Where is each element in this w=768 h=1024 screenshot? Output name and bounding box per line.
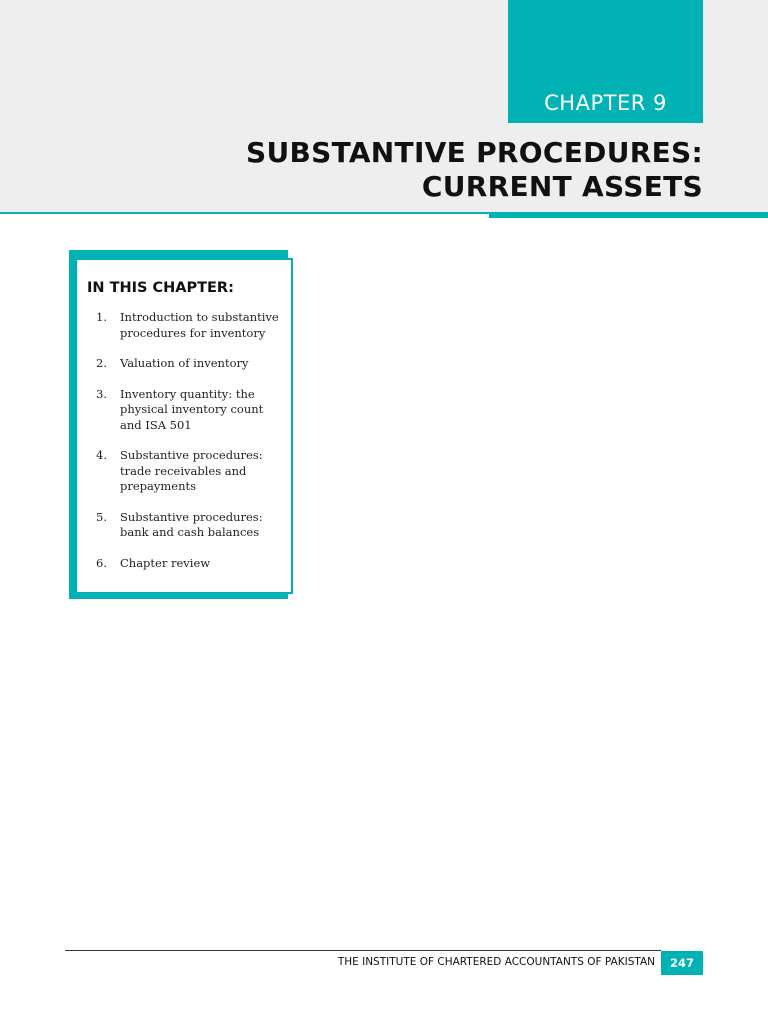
contents-item-text: Valuation of inventory	[120, 356, 249, 370]
contents-item-text: Introduction to substantive procedures for inventory	[120, 310, 279, 340]
contents-list	[87, 310, 283, 571]
contents-item-text: Substantive procedures: trade receivables and prepayments	[120, 448, 263, 493]
contents-item-text: Chapter review	[120, 555, 211, 570]
contents-item[interactable]	[87, 356, 283, 372]
chapter-title	[246, 136, 703, 204]
contents-box	[75, 258, 293, 594]
contents-item[interactable]	[87, 387, 283, 434]
header-divider-accent	[489, 212, 768, 218]
contents-item-number: 1.	[96, 310, 107, 324]
contents-item-text: Inventory quantity: the physical inventory count and ISA 501	[120, 386, 264, 432]
contents-item[interactable]	[87, 510, 283, 541]
chapter-title-line-2: CURRENT ASSETS	[421, 170, 703, 203]
chapter-header	[0, 0, 768, 213]
contents-item[interactable]	[87, 448, 283, 495]
contents-item-number: 2.	[96, 356, 107, 370]
chapter-label-block	[508, 0, 703, 123]
contents-item-number: 4.	[96, 448, 107, 462]
footer-divider	[65, 950, 661, 951]
footer-institute-name: THE INSTITUTE OF CHARTERED ACCOUNTANTS OF PAKISTAN	[337, 956, 655, 968]
chapter-title-line-1: SUBSTANTIVE PROCEDURES:	[246, 136, 703, 169]
chapter-label: CHAPTER 9	[544, 91, 667, 115]
contents-heading: IN THIS CHAPTER:	[87, 280, 234, 296]
contents-item[interactable]	[87, 556, 283, 572]
contents-item-number: 3.	[96, 386, 107, 401]
contents-item-text: Substantive procedures: bank and cash balances	[120, 509, 263, 539]
page-number: 247	[661, 951, 703, 975]
contents-item-number: 6.	[96, 555, 107, 570]
contents-item[interactable]	[87, 310, 283, 341]
contents-item-number: 5.	[96, 509, 107, 524]
